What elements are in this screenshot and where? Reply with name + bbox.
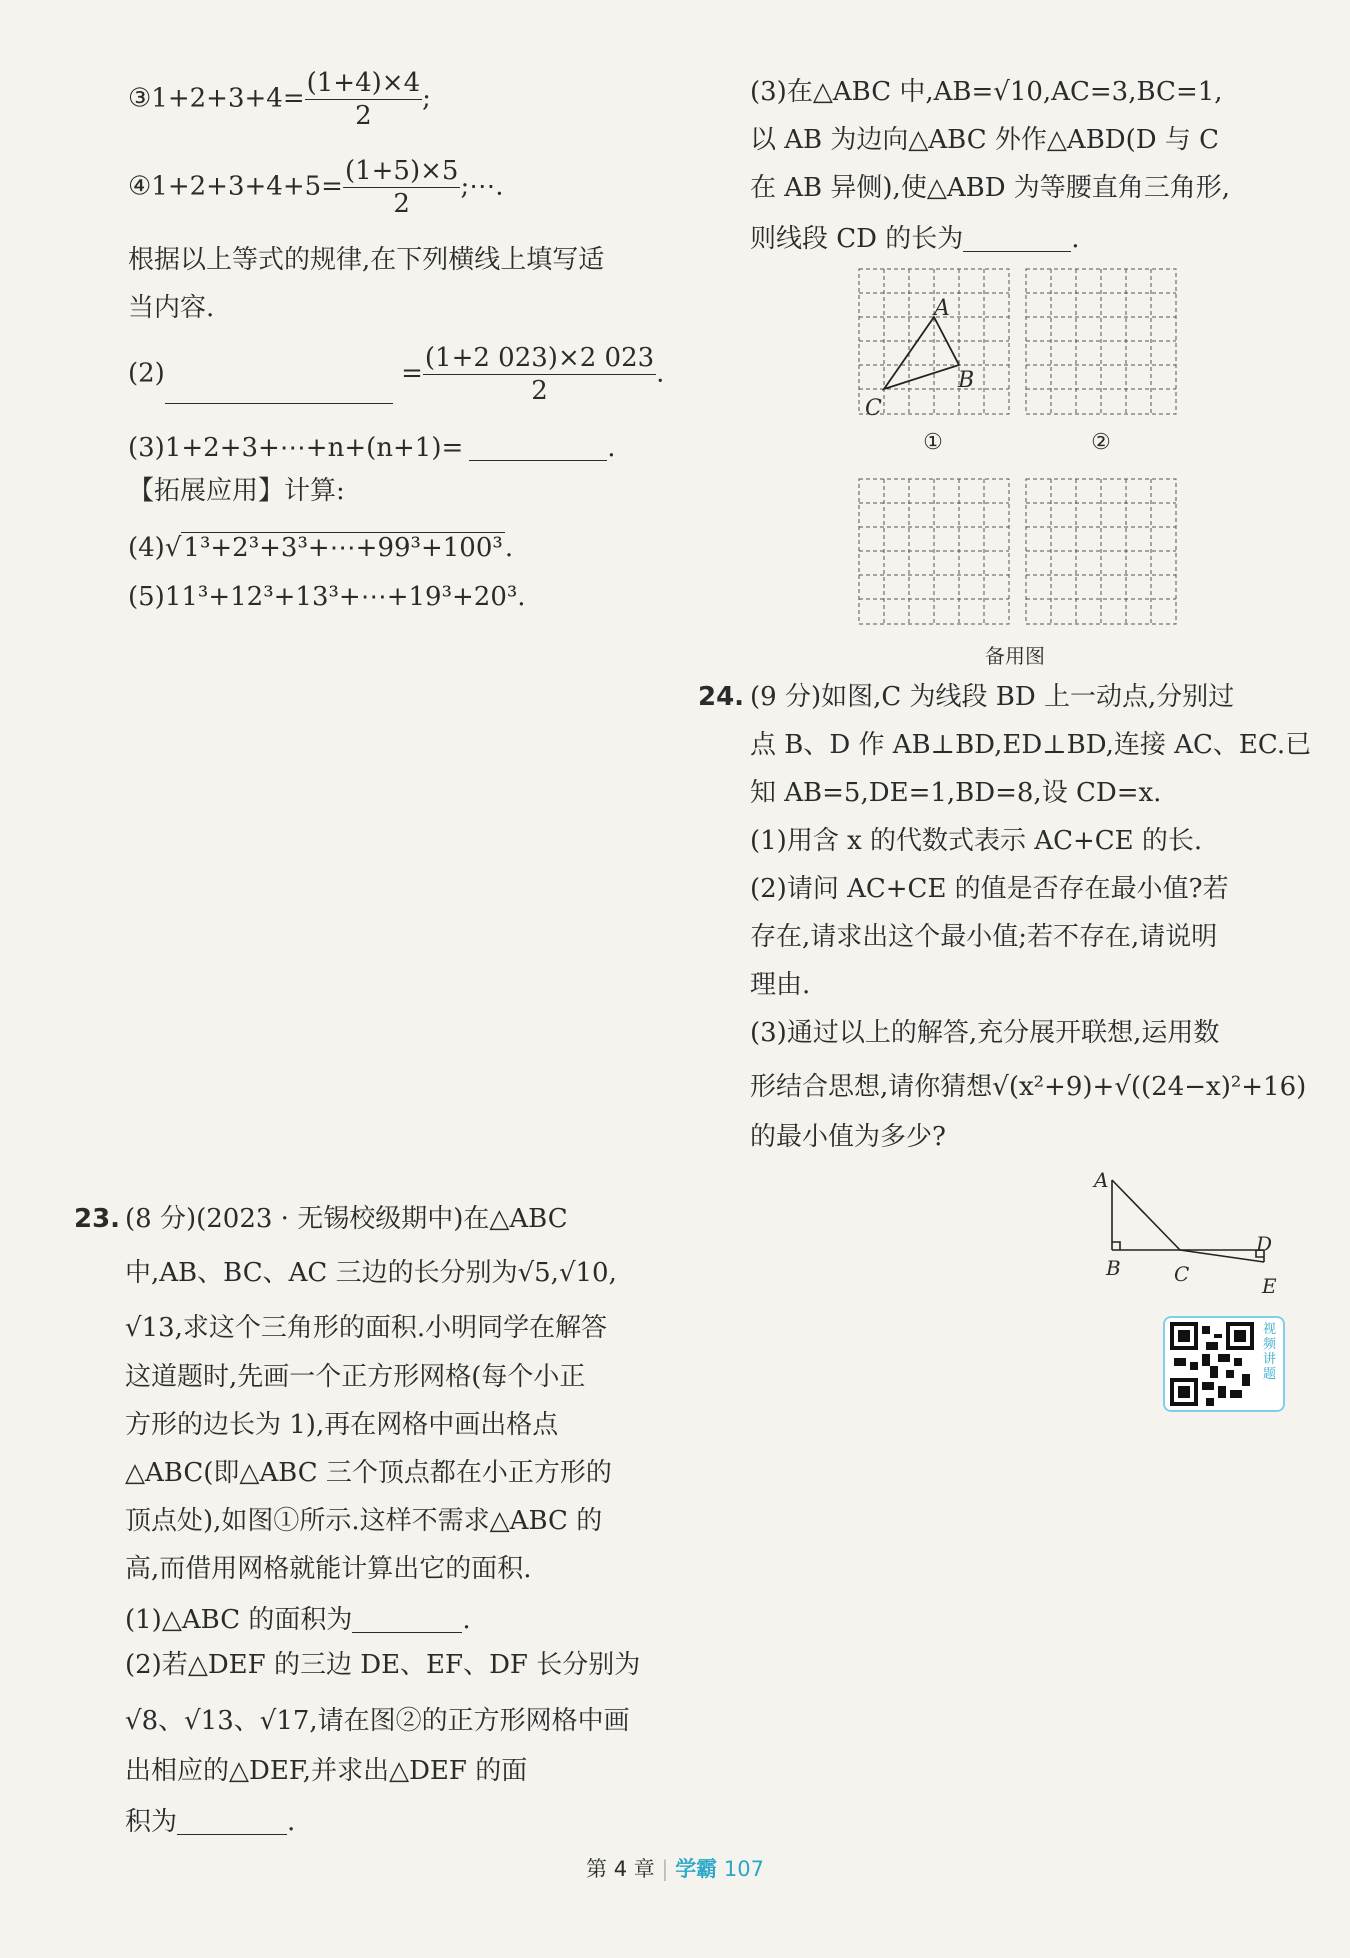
eq3-tail: ; — [422, 83, 431, 114]
q4-label: (4) — [128, 533, 165, 563]
q23-line-3: 这道题时,先画一个正方形网格(每个小正 — [125, 1362, 586, 1392]
grid-figure-2 — [1025, 268, 1180, 418]
qr-caption: 视频讲题 — [1263, 1322, 1277, 1382]
q23-line-4: 方形的边长为 1),再在网格中画出格点 — [125, 1410, 559, 1440]
brand-label: 学霸 — [675, 1857, 718, 1881]
q23-3-line-0: (3)在△ABC 中,AB=√10,AC=3,BC=1, — [750, 77, 1223, 107]
question-4: (4)√1³+2³+3³+⋯+99³+100³. — [128, 533, 514, 563]
q24-line-2: 知 AB=5,DE=1,BD=8,设 CD=x. — [750, 778, 1162, 808]
eq3-numerator: (1+4)×4 — [306, 68, 421, 98]
fig1-label-a: A — [934, 296, 950, 321]
q23-line-11: 出相应的△DEF,并求出△DEF 的面 — [125, 1756, 528, 1786]
q2-fraction — [423, 345, 656, 404]
q24-label-b: B — [1106, 1256, 1121, 1280]
rule-line-1: 根据以上等式的规律,在下列横线上填写适 — [128, 245, 605, 275]
grid-spare-2 — [1025, 478, 1180, 628]
fig1-label-c: C — [865, 396, 882, 421]
q23-3-line-1: 以 AB 为边向△ABC 外作△ABD(D 与 C — [750, 125, 1220, 155]
q24-line-5: 存在,请求出这个最小值;若不存在,请说明 — [750, 922, 1218, 952]
eq3-denominator: 2 — [355, 101, 372, 131]
chapter-label: 第 4 章 — [586, 1857, 655, 1881]
q2-label: (2) — [128, 358, 165, 389]
fig2-caption: ② — [1091, 430, 1111, 455]
q24-line-1: 点 B、D 作 AB⊥BD,ED⊥BD,连接 AC、EC.已 — [750, 730, 1312, 760]
q23-3-text: 则线段 CD 的长为 — [750, 224, 964, 254]
q23-line-5: △ABC(即△ABC 三个顶点都在小正方形的 — [125, 1458, 612, 1488]
eq4-tail: ;⋯. — [460, 171, 504, 202]
q24-number: 24. — [698, 682, 745, 712]
q23-3-line-2: 在 AB 异侧),使△ABD 为等腰直角三角形, — [750, 173, 1231, 203]
q4-radical: √1³+2³+3³+⋯+99³+100³ — [164, 533, 503, 563]
q23-line-10: √8、√13、√17,请在图②的正方形网格中画 — [125, 1706, 630, 1736]
qr-code-icon — [1170, 1322, 1254, 1406]
q23-line-7: 高,而借用网格就能计算出它的面积. — [125, 1554, 532, 1584]
eq3-fraction — [305, 70, 422, 129]
question-5: (5)11³+12³+13³+⋯+19³+20³. — [128, 582, 526, 612]
question-2: (2) = $\frac{(1+2 023)\times 2 023}{2}$ . — [128, 343, 665, 406]
q23-sub-1-text: (1)△ABC 的面积为 — [125, 1605, 353, 1635]
q23-sub-1-blank[interactable] — [352, 1604, 462, 1633]
q23-line-6: 顶点处),如图①所示.这样不需求△ABC 的 — [125, 1506, 603, 1536]
q24-label-d: D — [1256, 1232, 1273, 1256]
eq4-lhs: ④1+2+3+4+5= — [128, 171, 343, 202]
q23-number: 23. — [74, 1204, 121, 1234]
grid-spare-1 — [858, 478, 1013, 628]
q23-line-2: √13,求这个三角形的面积.小明同学在解答 — [125, 1313, 608, 1343]
q3-answer-blank[interactable] — [469, 432, 607, 461]
q23-3-blank[interactable] — [963, 223, 1071, 252]
page-number: 107 — [723, 1857, 764, 1881]
q24-label-c: C — [1174, 1262, 1190, 1286]
q23-line-1: 中,AB、BC、AC 三边的长分别为√5,√10, — [125, 1258, 617, 1288]
q2-denominator: 2 — [531, 376, 548, 406]
q24-line-3: (1)用含 x 的代数式表示 AC+CE 的长. — [750, 826, 1203, 856]
q24-line-8: 形结合思想,请你猜想√(x²+9)+√((24−x)²+16) — [750, 1072, 1307, 1102]
fig1-caption: ① — [923, 430, 943, 455]
q23-sub-2-blank[interactable] — [177, 1806, 287, 1835]
fig1-label-b: B — [958, 368, 975, 393]
q23-3-line-3: 则线段 CD 的长为 . — [750, 224, 1080, 254]
qr-code-block[interactable] — [1163, 1316, 1285, 1412]
q24-label-a: A — [1094, 1168, 1109, 1192]
q3-text: (3)1+2+3+⋯+n+(n+1)= — [128, 433, 464, 463]
q23-sub-1: (1)△ABC 的面积为 . — [125, 1605, 471, 1635]
equation-4 — [128, 158, 503, 217]
triangle-abc — [884, 317, 959, 389]
q23-sub-2-text: 积为 — [125, 1807, 178, 1837]
question-3: (3)1+2+3+⋯+n+(n+1)= . — [128, 433, 616, 463]
q24-label-e: E — [1262, 1274, 1277, 1298]
q24-line-6: 理由. — [750, 970, 811, 1000]
q23-line-0: (8 分)(2023 · 无锡校级期中)在△ABC — [125, 1204, 568, 1234]
eq4-numerator: (1+5)×5 — [344, 156, 459, 186]
q2-answer-blank[interactable] — [165, 375, 393, 404]
page-footer: 第 4 章 | 学霸 107 — [586, 1857, 764, 1881]
q24-line-0: (9 分)如图,C 为线段 BD 上一动点,分别过 — [750, 682, 1235, 712]
q24-line-7: (3)通过以上的解答,充分展开联想,运用数 — [750, 1018, 1220, 1048]
spare-caption: 备用图 — [985, 644, 1045, 668]
eq4-denominator: 2 — [393, 189, 410, 219]
equation-3 — [128, 70, 431, 129]
rule-line-2: 当内容. — [128, 293, 215, 323]
expand-heading: 【拓展应用】计算: — [128, 476, 345, 506]
q23-line-9: (2)若△DEF 的三边 DE、EF、DF 长分别为 — [125, 1650, 641, 1680]
q2-equals: = — [401, 358, 423, 389]
eq4-fraction — [343, 158, 460, 217]
q2-numerator: (1+2 023)×2 023 — [424, 343, 655, 373]
q4-radicand: 1³+2³+3³+⋯+99³+100³ — [183, 533, 503, 563]
q23-sub-2-end: 积为 . — [125, 1807, 296, 1837]
q24-line-9: 的最小值为多少? — [750, 1122, 946, 1152]
q24-line-4: (2)请问 AC+CE 的值是否存在最小值?若 — [750, 874, 1229, 904]
eq3-lhs: ③1+2+3+4= — [128, 83, 305, 114]
